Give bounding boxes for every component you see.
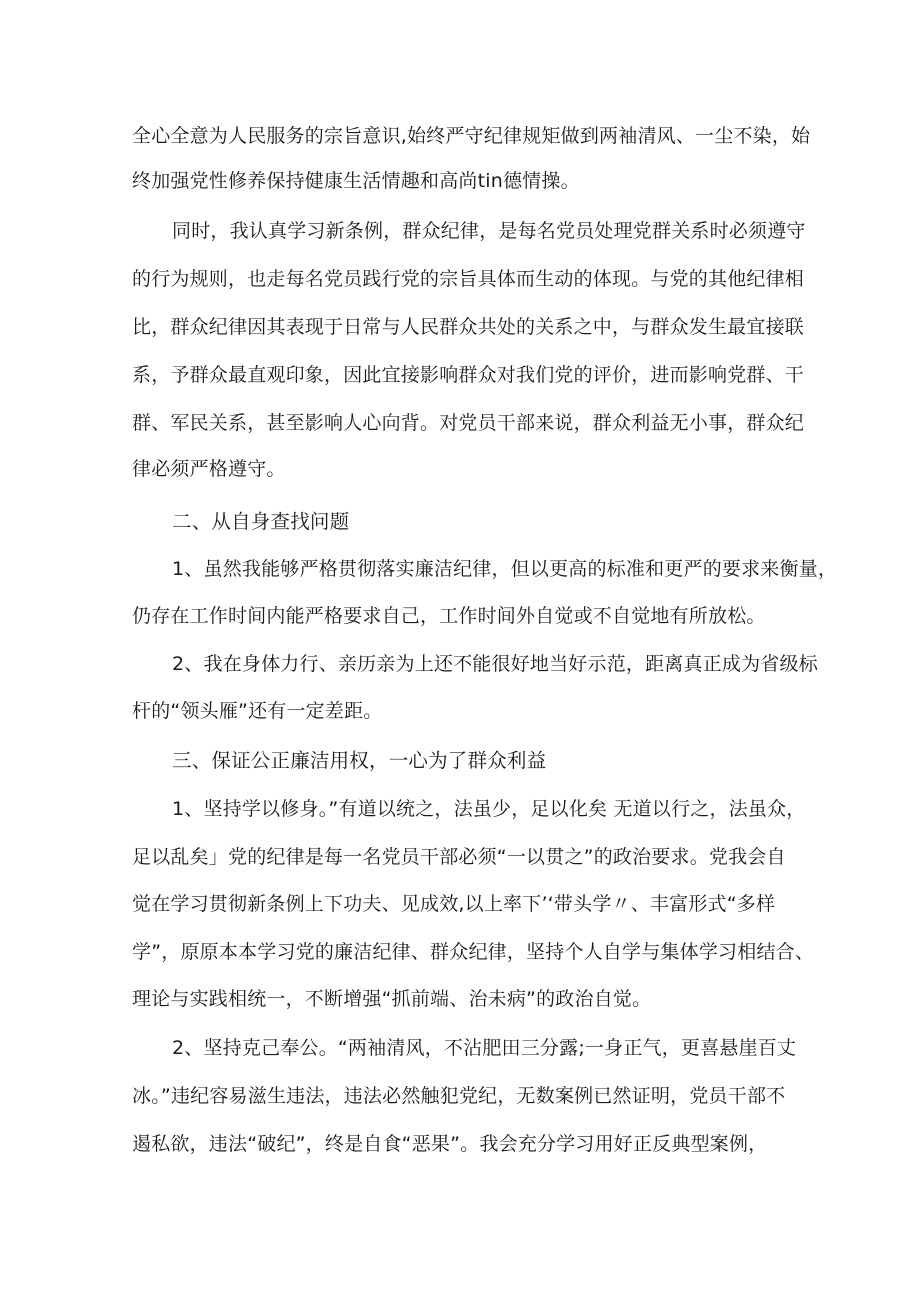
paragraph-line: 2、坚持克己奉公。“两袖清风，不沾肥田三分露;一身正气，更喜悬崖百丈 (172, 1037, 797, 1059)
section-heading: 二、从自身查找问题 (172, 510, 350, 533)
paragraph-line: 的行为规则，也走每名党员践行党的宗旨具体而生动的体现。与党的其他纪律相 (132, 268, 805, 290)
paragraph-line: 全心全意为人民服务的宗旨意识,始终严守纪律规矩做到两袖清风、一尘不染，始 (132, 125, 811, 147)
paragraph-line: 同时，我认真学习新条例，群众纪律，是每名党员处理党群关系时必须遵守 (172, 220, 806, 242)
paragraph-line: 律必须严格遵守。 (132, 458, 286, 480)
paragraph-line: 杆的“领头雁”还有一定差距。 (132, 700, 383, 722)
paragraph-line: 1、虽然我能够严格贯彻落实廉洁纪律，但以更高的标准和更严的要求来衡量， (172, 558, 838, 580)
paragraph-line: 足以乱矣」党的纪律是每一名党员干部必须“一以贯之”的政治要求。党我会自 (132, 846, 786, 868)
paragraph-line: 理论与实践相统一，不断增强“抓前端、治未病”的政治自觉。 (132, 988, 652, 1010)
paragraph-line: 系，予群众最直观印象，因此宜接影响群众对我们党的评价，进而影响党群、干 (132, 364, 805, 386)
paragraph-line: 比，群众纪律因其表现于日常与人民群众共处的关系之中，与群众发生最宜接联 (132, 316, 805, 338)
paragraph-line: 1、坚持学以修身。”有道以统之，法虽少，足以化矣 无道以行之，法虽众， (172, 798, 806, 820)
paragraph-line: 冰。”违纪容易滋生违法，违法必然触犯党纪，无数案例已然证明，党员干部不 (132, 1085, 786, 1107)
paragraph-line: 遏私欲，违法“破纪”，终是自食“恶果”。我会充分学习用好正反典型案例， (132, 1133, 768, 1155)
paragraph-line: 仍存在工作时间内能严格要求自己，工作时间外自觉或不自觉地有所放松。 (132, 605, 766, 627)
paragraph-line: 群、军民关系，甚至影响人心向背。对党员干部来说，群众利益无小事，群众纪 (132, 412, 805, 434)
section-heading: 三、保证公正廉洁用权，一心为了群众利益 (172, 749, 547, 772)
paragraph-line: 觉在学习贯彻新条例上下功夫、见成效,以上率下’‘带头学〃、丰富形式“多样 (132, 893, 776, 915)
paragraph-line: 终加强党性修养保持健康生活情趣和高尚tin德情操。 (132, 170, 580, 192)
paragraph-line: 学”，原原本本学习党的廉洁纪律、群众纪律，坚持个人自学与集体学习相结合、 (132, 941, 815, 963)
paragraph-line: 2、我在身体力行、亲历亲为上还不能很好地当好示范，距离真正成为省级标 (172, 653, 818, 675)
